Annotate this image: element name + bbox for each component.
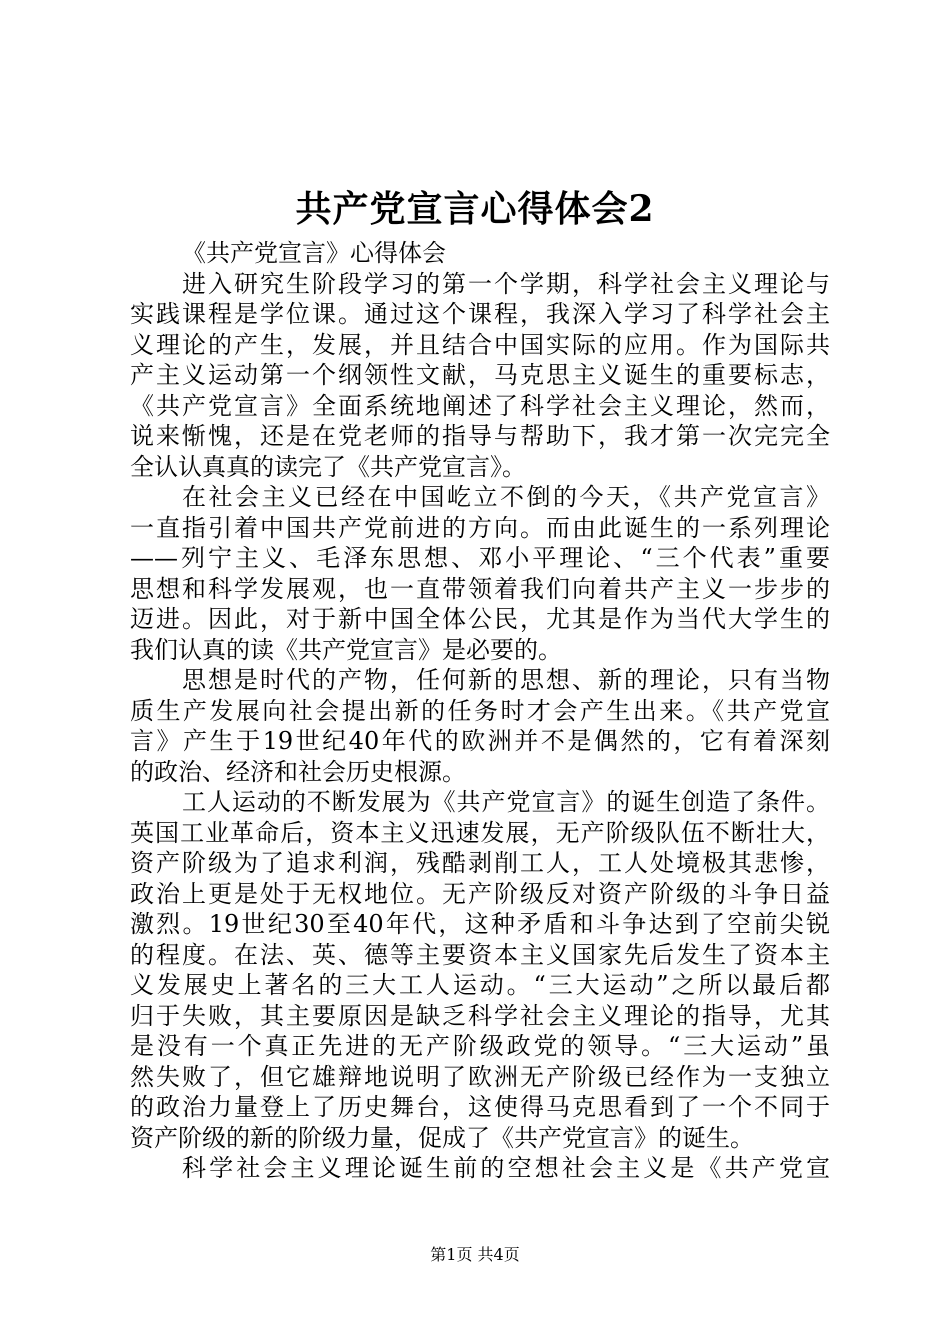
document-subtitle: 《共产党宣言》心得体会 [182, 239, 446, 267]
text-line: 资产阶级为了追求利润，残酷剥削工人，工人处境极其悲惨， [130, 849, 830, 877]
text-line: 义理论的产生，发展，并且结合中国实际的应用。作为国际共 [130, 330, 830, 359]
text-line: 义发展史上著名的三大工人运动。“三大运动”之所以最后都 [130, 971, 830, 999]
text-line: ——列宁主义、毛泽东思想、邓小平理论、“三个代表”重要 [130, 544, 830, 572]
page-number-footer: 第1页 共4页 [430, 1245, 520, 1264]
text-line: 英国工业革命后，资本主义迅速发展，无产阶级队伍不断壮大， [130, 818, 830, 847]
text-line: 在社会主义已经在中国屹立不倒的今天，《共产党宣言》 [182, 483, 830, 511]
text-line: 质生产发展向社会提出新的任务时才会产生出来。《共产党宣 [130, 696, 830, 725]
text-line: 工人运动的不断发展为《共产党宣言》的诞生创造了条件。 [182, 788, 830, 816]
text-line: 资产阶级的新的阶级力量，促成了《共产党宣言》的诞生。 [130, 1123, 754, 1152]
text-line: 是没有一个真正先进的无产阶级政党的领导。“三大运动”虽 [130, 1032, 830, 1060]
text-line: 然失败了，但它雄辩地说明了欧洲无产阶级已经作为一支独立 [130, 1062, 830, 1091]
text-line: 言》产生于19世纪40年代的欧洲并不是偶然的，它有着深刻 [130, 727, 830, 755]
text-line: 产主义运动第一个纲领性文献，马克思主义诞生的重要标志， [130, 361, 830, 389]
text-line: 全认认真真的读完了《共产党宣言》。 [130, 452, 526, 481]
text-line: 的程度。在法、英、德等主要资本主义国家先后发生了资本主 [130, 940, 830, 969]
text-line: 《共产党宣言》全面系统地阐述了科学社会主义理论，然而， [130, 391, 830, 420]
text-line: 思想和科学发展观，也一直带领着我们向着共产主义一步步的 [130, 574, 830, 603]
text-line: 迈进。因此，对于新中国全体公民，尤其是作为当代大学生的 [130, 605, 830, 633]
text-line: 一直指引着中国共产党前进的方向。而由此诞生的一系列理论 [130, 513, 830, 542]
text-line: 政治上更是处于无权地位。无产阶级反对资产阶级的斗争日益 [130, 879, 830, 908]
text-line: 科学社会主义理论诞生前的空想社会主义是《共产党宣 [182, 1154, 830, 1182]
text-line: 思想是时代的产物，任何新的思想、新的理论，只有当物 [182, 666, 830, 694]
text-line: 激烈。19世纪30至40年代，这种矛盾和斗争达到了空前尖锐 [130, 910, 830, 938]
text-line: 的政治、经济和社会历史根源。 [130, 757, 466, 786]
text-line: 说来惭愧，还是在党老师的指导与帮助下，我才第一次完完全 [130, 422, 830, 450]
document-title: 共产党宣言心得体会2 [295, 188, 655, 230]
document-body [130, 238, 830, 1184]
text-line: 我们认真的读《共产党宣言》是必要的。 [130, 635, 562, 664]
text-line: 的政治力量登上了历史舞台，这使得马克思看到了一个不同于 [130, 1093, 830, 1121]
text-line: 进入研究生阶段学习的第一个学期，科学社会主义理论与 [182, 269, 830, 298]
text-line: 归于失败，其主要原因是缺乏科学社会主义理论的指导，尤其 [130, 1001, 830, 1030]
text-line: 实践课程是学位课。通过这个课程，我深入学习了科学社会主 [130, 300, 830, 328]
